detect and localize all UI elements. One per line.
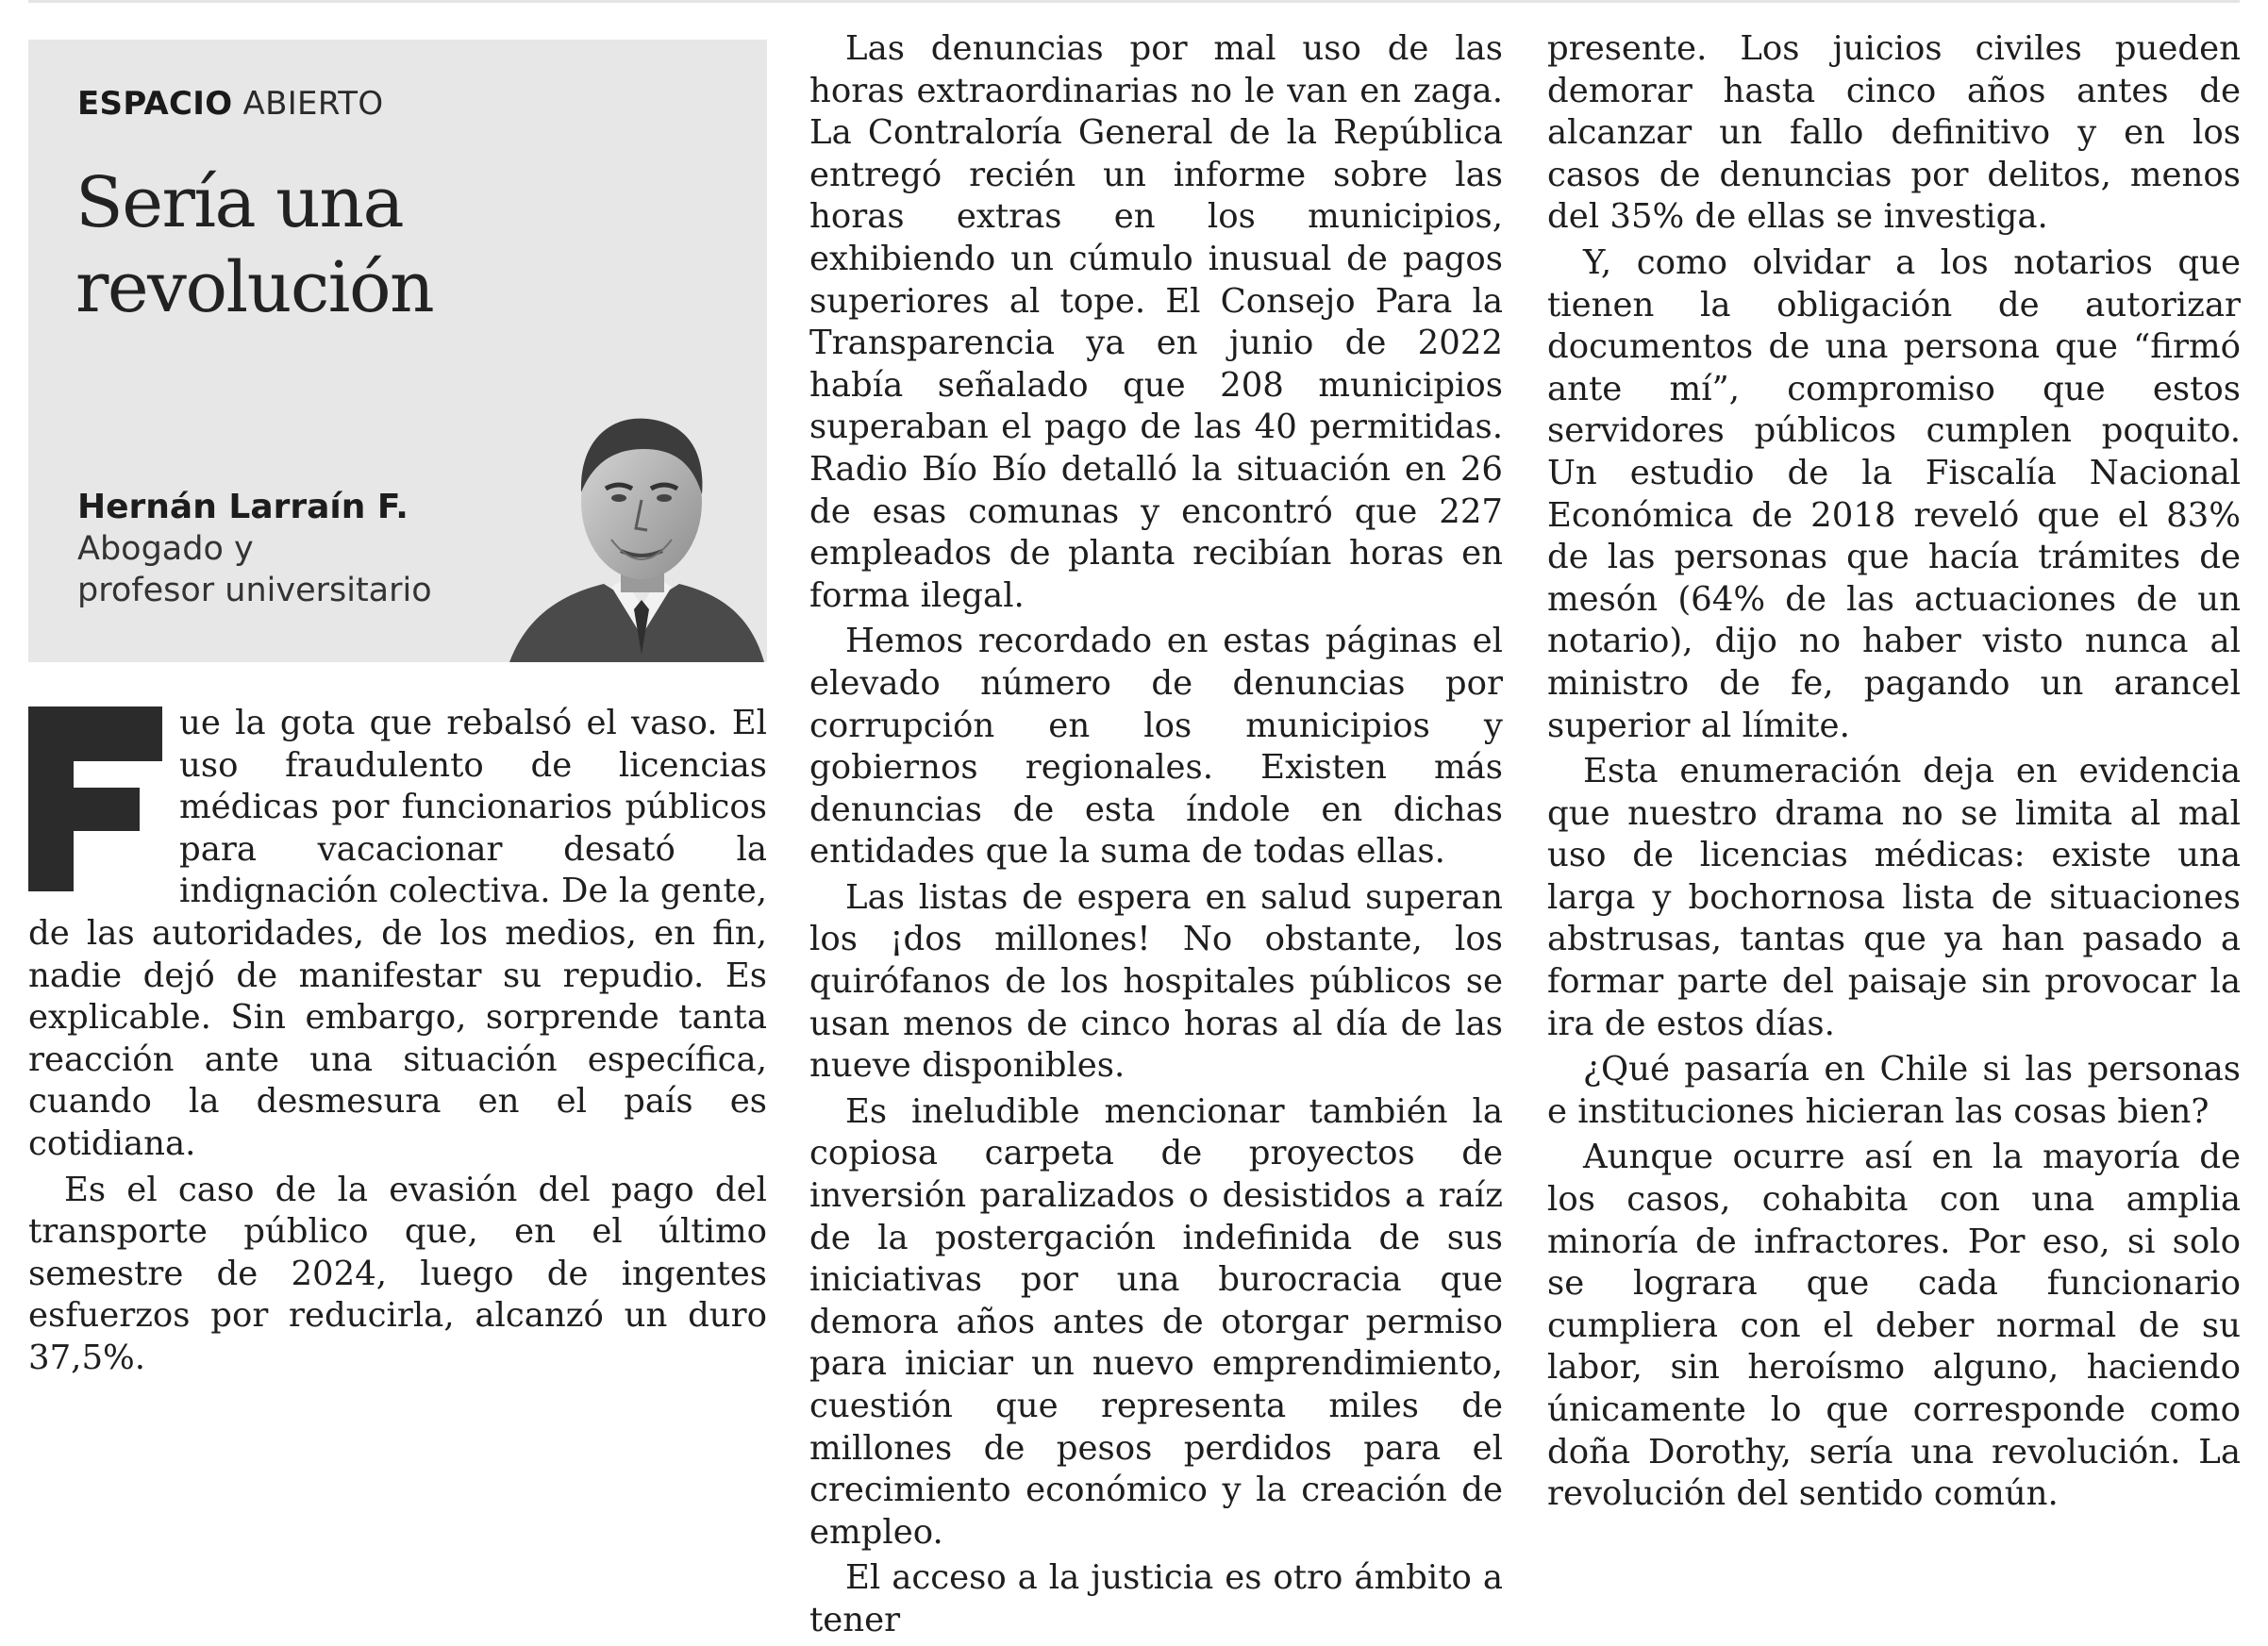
paragraph-4: Hemos recordado en estas páginas el elevado número de denuncias por corrupción en los municipios y gobiernos regionales. Existen más denuncias de esta índole en dichas entidades que la suma de todas ellas. bbox=[809, 622, 1503, 872]
paragraph-9: Esta enumeración deja en evidencia que nuestro drama no se limita al mal uso de licencias médicas: existe una larga y bochornosa lista de situaciones abstrusas, tantas que ya han pasado a formar parte del paisaje sin provocar la ira de estos días. bbox=[1547, 752, 2241, 1043]
author-portrait bbox=[500, 391, 764, 662]
section-kicker bbox=[77, 85, 383, 123]
paragraph-7-continued: presente. Los juicios civiles pueden demorar hasta cinco años antes de alcanzar un fallo definitivo y en los casos de denuncias por delitos, menos del 35% de ellas se investiga. bbox=[1547, 29, 2241, 237]
paragraph-7-start: El acceso a la justicia es otro ámbito a tener bbox=[809, 1558, 1503, 1639]
paragraph-3: Las denuncias por mal uso de las horas extraordinarias no le van en zaga. La Contraloría General de la República entregó recién un informe sobre las horas extras en los municipios, exhibiendo un cúmulo inusual de pagos superiores al tope. El Consejo Para la Transparencia ya en junio de 2022 había señalado que 208 municipios superaban el pago de las 40 permitidas. Radio Bío Bío detalló la situación en 26 de esas comunas y encontró que 227 empleados de planta recibían horas en forma ilegal. bbox=[809, 29, 1503, 615]
article-column-3 bbox=[1547, 28, 2241, 1520]
article-column-2 bbox=[809, 28, 1503, 1646]
headline bbox=[75, 160, 585, 330]
drop-cap-letter-f bbox=[28, 707, 162, 891]
paragraph-5: Las listas de espera en salud superan los ¡dos millones! No obstante, los quirófanos de los hospitales públicos se usan menos de cinco horas al día de las nueve disponibles. bbox=[809, 877, 1503, 1086]
author-role-line-1: Abogado y bbox=[77, 530, 254, 568]
paragraph-2: Es el caso de la evasión del pago del transporte público que, en el último semestre de 2024, luego de ingentes esfuerzos por reducirla, alcanzó un duro 37,5%. bbox=[28, 1170, 767, 1377]
top-rule bbox=[28, 0, 2240, 3]
paragraph-8: Y, como olvidar a los notarios que tienen la obligación de autorizar documentos de una persona que “firmó ante mí”, compromiso que estos servidores públicos cumplen poquito. Un estudio de la Fiscalía Nacional Económica de 2018 reveló que el 83% de las personas que hacía trámites de mesón (64% de las actuaciones de un notario), dijo no haber visto nunca al ministro de fe, pagando un arancel superior al límite. bbox=[1547, 242, 2241, 745]
kicker-rest: ABIERTO bbox=[242, 85, 384, 123]
headline-line-2: revolución bbox=[75, 247, 434, 328]
article-column-1 bbox=[28, 703, 767, 1384]
kicker-bold: ESPACIO bbox=[77, 85, 233, 123]
opinion-header-box bbox=[28, 40, 767, 662]
paragraph-10: ¿Qué pasaría en Chile si las personas e instituciones hicieran las cosas bien? bbox=[1547, 1050, 2241, 1131]
drop-cap bbox=[28, 707, 162, 891]
paragraph-6: Es ineludible mencionar también la copiosa carpeta de proyectos de inversión paralizados o desistidos a raíz de la postergación indefinida de sus iniciativas por una burocracia que demora años antes de otorgar permiso para iniciar un nuevo emprendimiento, cuestión que representa miles de millones de pesos perdidos para el crecimiento económico y la creación de empleo. bbox=[809, 1091, 1503, 1552]
paragraph-11: Aunque ocurre así en la mayoría de los casos, cohabita con una amplia minoría de infractores. Por eso, si solo se lograra que cada funcionario cumpliera con el deber normal de su labor, sin heroísmo alguno, haciendo únicamente lo que corresponde como doña Dorothy, sería una revolución. La revolución del sentido común. bbox=[1547, 1138, 2241, 1514]
author-role-line-2: profesor universitario bbox=[77, 572, 432, 609]
paragraph-1 bbox=[28, 703, 767, 1166]
author-name: Hernán Larraín F. bbox=[77, 488, 409, 526]
headline-line-1: Sería una bbox=[75, 162, 404, 243]
author-role bbox=[77, 528, 511, 611]
paragraph-1-text: ue la gota que rebalsó el vaso. El uso fraudulento de licencias médicas por funcionarios públicos para vacacionar desató la indignación colectiva. De la gente, de las autoridades, de los medios, en fin, nadie dejó de manifestar su repudio. Es explicable. Sin embargo, sorprende tanta reacción ante una situación específica, cuando la desmesura en el país es cotidiana. bbox=[28, 704, 767, 1163]
